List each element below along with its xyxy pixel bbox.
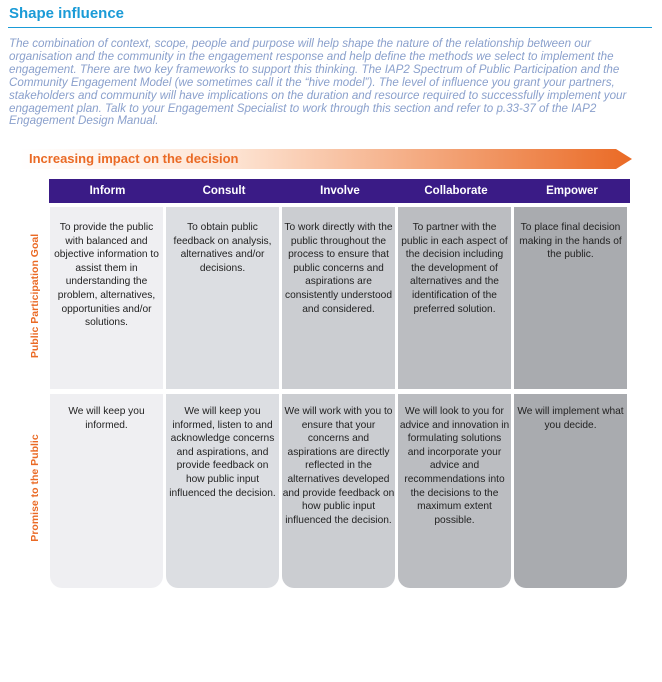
row-label-goal: Public Participation Goal	[29, 233, 41, 359]
intro-paragraph: The combination of context, scope, people and purpose will help shape the nature of the relationship between our organisation and the community in the engagement response and help define the methods we select to implement the engagement. There are two key frameworks to support this thinking. The IAP2 Spectrum of Public Participation and the Community Engagement Model (we sometimes call it the “hive model”). The level of influence you grant your partners, stakeholders and community will have implications on the duration and resource required to successfully implement your engagement plan. Talk to your Engagement Specialist to work through this section and refer to p.33-37 of the IAP2 Engagement Design Manual.	[9, 37, 627, 128]
promise-consult: We will keep you informed, listen to and acknowledge concerns and aspirations, and provide feedback on how public input influenced the decision.	[169, 406, 276, 499]
promise-inform: We will keep you informed.	[68, 406, 145, 431]
row-label-promise: Promise to the Public	[29, 434, 41, 542]
column-inform	[50, 207, 163, 588]
column-involve	[282, 207, 395, 588]
impact-arrow	[20, 147, 632, 171]
promise-collaborate: We will look to you for advice and innovation in formulating solutions and incorporate your advice and recommendations into the decisions to the maximum extent possible.	[399, 406, 510, 526]
promise-empower: We will implement what you decide.	[517, 406, 624, 431]
column-collaborate	[398, 207, 511, 588]
promise-involve: We will work with you to ensure that your concerns and aspirations are directly reflected in the alternatives developed and provide feedback on how public input influenced the decision.	[282, 406, 395, 526]
column-consult	[166, 207, 279, 588]
arrow-label: Increasing impact on the decision	[29, 151, 239, 166]
header-consult: Consult	[202, 185, 246, 197]
title-divider	[8, 27, 652, 28]
header-empower: Empower	[546, 185, 598, 197]
page-title: Shape influence	[9, 5, 125, 22]
spectrum-header-bar	[49, 179, 630, 203]
goal-involve: To work directly with the public throughout the process to ensure that public concerns and aspirations are consistently understood and considered.	[284, 222, 393, 315]
row-divider	[49, 389, 630, 394]
goal-consult: To obtain public feedback on analysis, alternatives and/or decisions.	[173, 222, 272, 274]
goal-inform: To provide the public with balanced and objective information to assist them in understanding the problem, alternatives, opportunities and/or solutions.	[54, 222, 159, 329]
header-inform: Inform	[89, 185, 126, 197]
goal-empower: To place final decision making in the hands of the public.	[519, 222, 622, 261]
goal-collaborate: To partner with the public in each aspect of the decision including the development of alternatives and the identification of the preferred solution.	[401, 222, 508, 315]
header-collaborate: Collaborate	[424, 185, 488, 197]
header-involve: Involve	[320, 185, 360, 197]
column-empower	[514, 207, 627, 588]
